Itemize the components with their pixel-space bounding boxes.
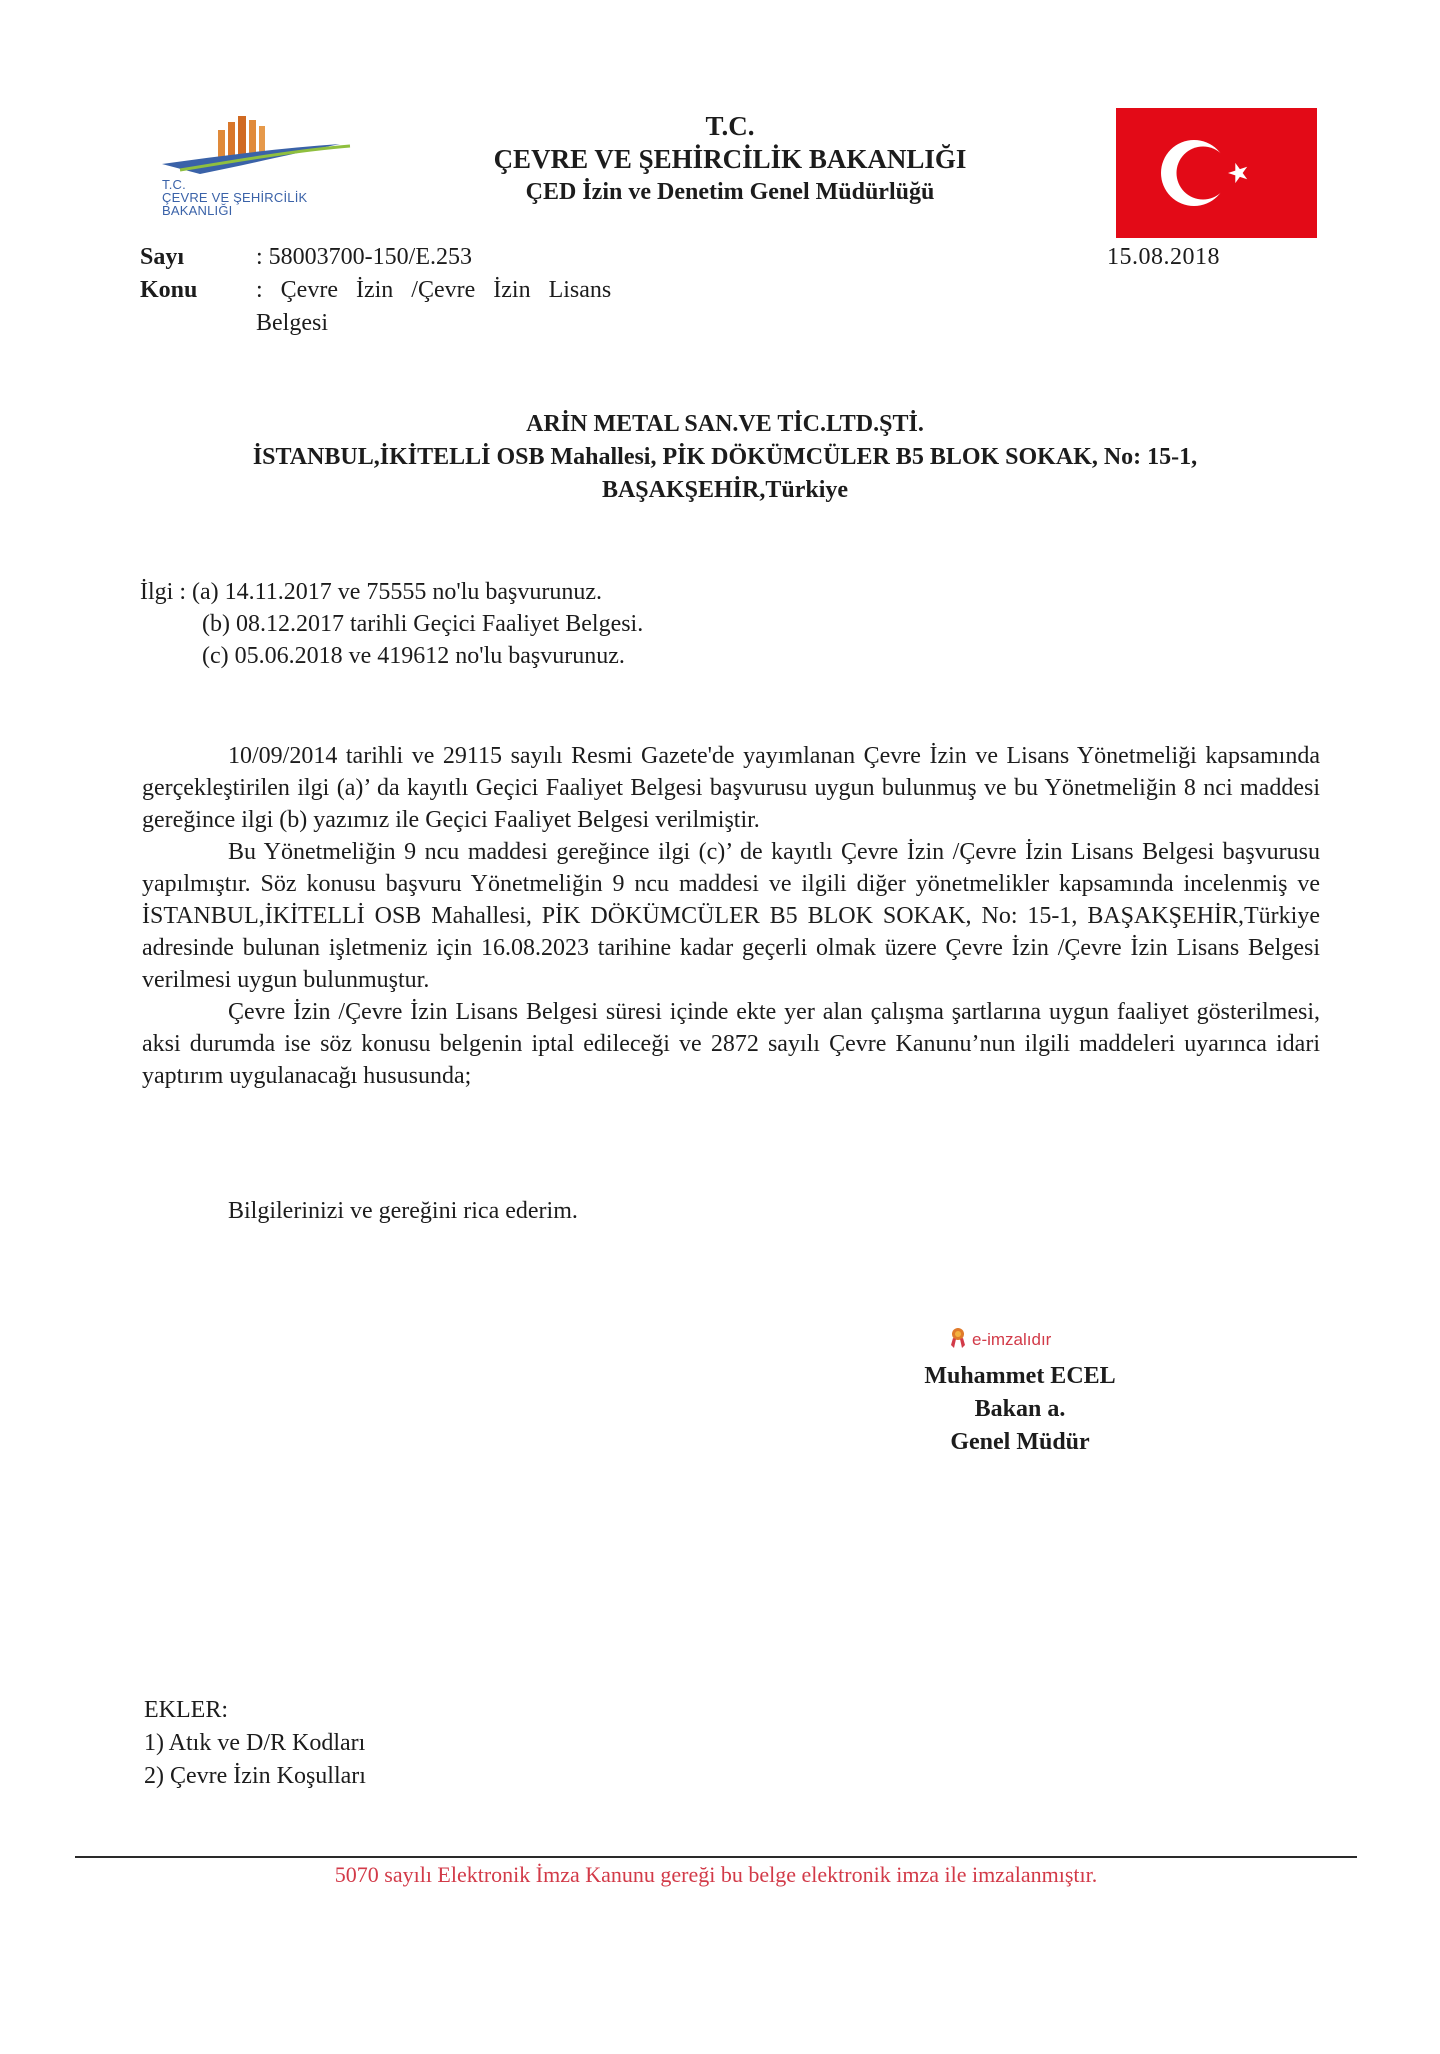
konu-label: Konu: [140, 277, 198, 303]
body-paragraph-2: Bu Yönetmeliğin 9 ncu maddesi gereğince ilgi (c)’ de kayıtlı Çevre İzin /Çevre İzin Lisans Belgesi başvurusu yapılmıştır. Söz konusu başvuru Yönetmeliğin 9 ncu maddesi ve ilgili diğer yönetmelikler kapsamında incelenmiş ve İSTANBUL,İKİTELLİ OSB Mahallesi, PİK DÖKÜMCÜLER B5 BLOK SOKAK, No: 15-1, BAŞAKŞEHİR,Türkiye adresinde bulunan işletmeniz için 16.08.2023 tarihine kadar geçerli olmak üzere Çevre İzin /Çevre İzin Lisans Belgesi verilmesi uygun bulunmuştur.: [142, 839, 1320, 993]
attachment-item: 1) Atık ve D/R Kodları: [144, 1730, 366, 1756]
footer-divider: [75, 1856, 1357, 1858]
logo-text-line3: BAKANLIĞI: [162, 203, 233, 218]
document-header: [420, 110, 1040, 208]
ministry-logo: [160, 112, 360, 232]
attachments: [144, 1694, 366, 1793]
seal-icon: [950, 1327, 966, 1354]
signatory-name: Muhammet ECEL: [924, 1363, 1116, 1389]
closing-line: Bilgilerinizi ve gereğini rica ederim.: [228, 1198, 578, 1224]
signatory-title-1: Bakan a.: [974, 1396, 1066, 1422]
attachment-item: 2) Çevre İzin Koşulları: [144, 1763, 366, 1789]
reference-a: İlgi : (a) 14.11.2017 ve 75555 no'lu başvurunuz.: [140, 579, 603, 605]
document-date: 15.08.2018: [1107, 244, 1220, 270]
logo-text-line2: ÇEVRE VE ŞEHİRCİLİK: [162, 190, 308, 205]
body-paragraph-1: 10/09/2014 tarihli ve 29115 sayılı Resmi Gazete'de yayımlanan Çevre İzin ve Lisans Yönetmeliği kapsamında gerçekleştirilen ilgi (a)’ da kayıtlı Geçici Faaliyet Belgesi başvurusu uygun bulunmuş ve bu Yönetmeliğin 8 nci maddesi gereğince ilgi (b) yazımız ile Geçici Faaliyet Belgesi verilmiştir.: [142, 743, 1320, 833]
konu-value: : Çevre İzin /Çevre İzin Lisans: [256, 277, 612, 303]
body-paragraph-3: Çevre İzin /Çevre İzin Lisans Belgesi süresi içinde ekte yer alan çalışma şartlarına uygun faaliyet gösterilmesi, aksi durumda ise söz konusu belgenin iptal edileceği ve 2872 sayılı Çevre Kanunu’nun ilgili maddeleri uyarınca idari yaptırım uygulanacağı hususunda;: [142, 999, 1320, 1089]
header-directorate: ÇED İzin ve Denetim Genel Müdürlüğü: [525, 179, 935, 205]
turkish-flag: [1116, 108, 1317, 238]
sayi-label: Sayı: [140, 244, 185, 270]
e-signature-mark: [950, 1327, 1051, 1354]
attachments-heading: EKLER:: [144, 1697, 228, 1723]
logo-text-line1: T.C.: [162, 177, 186, 192]
header-ministry: ÇEVRE VE ŞEHİRCİLİK BAKANLIĞI: [493, 144, 967, 174]
reference-c: (c) 05.06.2018 ve 419612 no'lu başvurunuz.: [202, 643, 625, 669]
signature-block: [870, 1360, 1170, 1459]
e-signature-label: e-imzalıdır: [972, 1329, 1052, 1349]
recipient-address: İSTANBUL,İKİTELLİ OSB Mahallesi, PİK DÖKÜMCÜLER B5 BLOK SOKAK, No: 15-1,: [252, 444, 1198, 470]
signatory-title-2: Genel Müdür: [950, 1429, 1090, 1455]
reference-b: (b) 08.12.2017 tarihli Geçici Faaliyet Belgesi.: [202, 611, 644, 637]
konu-value-continued: Belgesi: [256, 310, 328, 336]
header-tc: T.C.: [705, 111, 755, 141]
recipient-name: ARİN METAL SAN.VE TİC.LTD.ŞTİ.: [526, 411, 924, 437]
recipient-block: [140, 408, 1310, 507]
footer-note: 5070 sayılı Elektronik İmza Kanunu gereği bu belge elektronik imza ile imzalanmıştır.: [334, 1862, 1098, 1887]
recipient-city: BAŞAKŞEHİR,Türkiye: [601, 477, 849, 503]
ministry-logo-graphic: [160, 112, 360, 182]
sayi-value: : 58003700-150/E.253: [256, 244, 472, 270]
letter-body: [142, 740, 1320, 1092]
crescent-star-icon: [1116, 108, 1317, 238]
reference-list: [140, 576, 643, 672]
